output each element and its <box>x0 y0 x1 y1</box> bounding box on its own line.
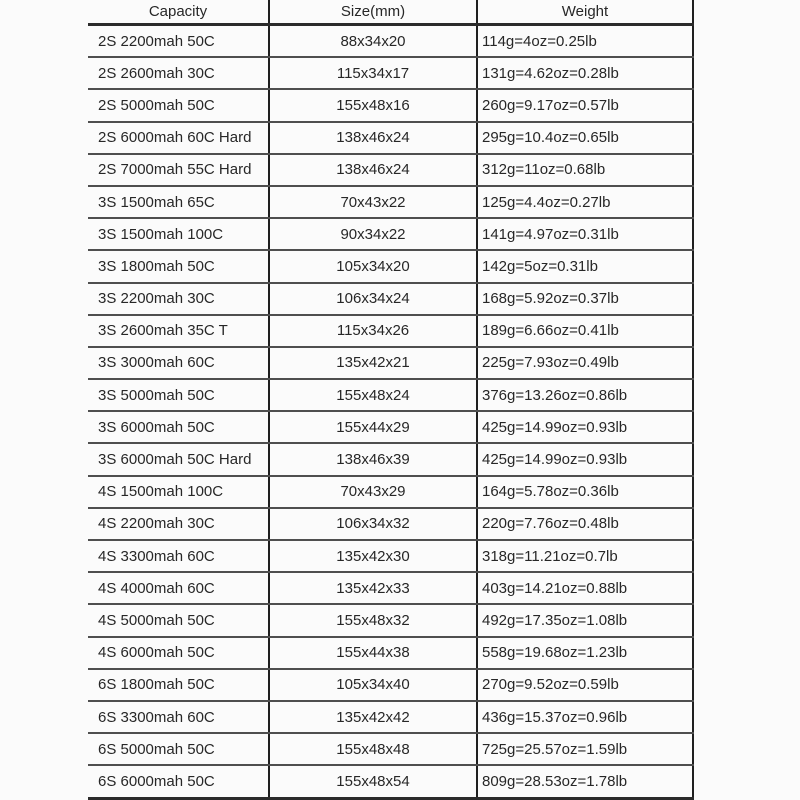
weight-cell: 142g=5oz=0.31lb <box>477 250 693 282</box>
weight-cell: 725g=25.57oz=1.59lb <box>477 733 693 765</box>
table-header <box>88 0 693 25</box>
capacity-cell: 6S 5000mah 50C <box>88 733 269 765</box>
table-row <box>88 443 693 475</box>
capacity-cell: 3S 1800mah 50C <box>88 250 269 282</box>
table-body <box>88 25 693 799</box>
table-row <box>88 347 693 379</box>
capacity-cell: 4S 6000mah 50C <box>88 637 269 669</box>
size-cell: 106x34x24 <box>269 283 477 315</box>
header-weight: Weight <box>477 0 693 25</box>
size-cell: 138x46x24 <box>269 154 477 186</box>
weight-cell: 312g=11oz=0.68lb <box>477 154 693 186</box>
capacity-cell: 2S 2600mah 30C <box>88 57 269 89</box>
capacity-cell: 2S 7000mah 55C Hard <box>88 154 269 186</box>
table-row <box>88 315 693 347</box>
weight-cell: 189g=6.66oz=0.41lb <box>477 315 693 347</box>
table-row <box>88 411 693 443</box>
capacity-cell: 3S 3000mah 60C <box>88 347 269 379</box>
weight-cell: 318g=11.21oz=0.7lb <box>477 540 693 572</box>
table-row <box>88 283 693 315</box>
capacity-cell: 3S 2600mah 35C T <box>88 315 269 347</box>
capacity-cell: 4S 4000mah 60C <box>88 572 269 604</box>
capacity-cell: 4S 3300mah 60C <box>88 540 269 572</box>
capacity-cell: 4S 5000mah 50C <box>88 604 269 636</box>
weight-cell: 164g=5.78oz=0.36lb <box>477 476 693 508</box>
weight-cell: 295g=10.4oz=0.65lb <box>477 122 693 154</box>
table-row <box>88 637 693 669</box>
capacity-cell: 4S 2200mah 30C <box>88 508 269 540</box>
table-row <box>88 476 693 508</box>
size-cell: 155x48x24 <box>269 379 477 411</box>
weight-cell: 220g=7.76oz=0.48lb <box>477 508 693 540</box>
capacity-cell: 3S 6000mah 50C Hard <box>88 443 269 475</box>
capacity-cell: 6S 3300mah 60C <box>88 701 269 733</box>
table-row <box>88 701 693 733</box>
capacity-cell: 3S 6000mah 50C <box>88 411 269 443</box>
weight-cell: 141g=4.97oz=0.31lb <box>477 218 693 250</box>
weight-cell: 131g=4.62oz=0.28lb <box>477 57 693 89</box>
table-row <box>88 186 693 218</box>
capacity-cell: 6S 1800mah 50C <box>88 669 269 701</box>
size-cell: 115x34x17 <box>269 57 477 89</box>
table-row <box>88 122 693 154</box>
table-row <box>88 540 693 572</box>
capacity-cell: 3S 5000mah 50C <box>88 379 269 411</box>
table-row <box>88 154 693 186</box>
table-row <box>88 669 693 701</box>
size-cell: 70x43x29 <box>269 476 477 508</box>
table-row <box>88 57 693 89</box>
size-cell: 155x48x16 <box>269 89 477 121</box>
table-row <box>88 250 693 282</box>
capacity-cell: 6S 6000mah 50C <box>88 765 269 798</box>
capacity-cell: 2S 5000mah 50C <box>88 89 269 121</box>
capacity-cell: 3S 1500mah 100C <box>88 218 269 250</box>
size-cell: 135x42x33 <box>269 572 477 604</box>
table-row <box>88 89 693 121</box>
size-cell: 105x34x20 <box>269 250 477 282</box>
size-cell: 115x34x26 <box>269 315 477 347</box>
weight-cell: 125g=4.4oz=0.27lb <box>477 186 693 218</box>
size-cell: 155x48x32 <box>269 604 477 636</box>
capacity-cell: 3S 1500mah 65C <box>88 186 269 218</box>
size-cell: 135x42x21 <box>269 347 477 379</box>
weight-cell: 270g=9.52oz=0.59lb <box>477 669 693 701</box>
weight-cell: 809g=28.53oz=1.78lb <box>477 765 693 798</box>
table-row <box>88 572 693 604</box>
capacity-cell: 2S 2200mah 50C <box>88 25 269 58</box>
weight-cell: 260g=9.17oz=0.57lb <box>477 89 693 121</box>
size-cell: 138x46x24 <box>269 122 477 154</box>
size-cell: 138x46x39 <box>269 443 477 475</box>
weight-cell: 168g=5.92oz=0.37lb <box>477 283 693 315</box>
size-cell: 105x34x40 <box>269 669 477 701</box>
size-cell: 155x48x54 <box>269 765 477 798</box>
size-cell: 70x43x22 <box>269 186 477 218</box>
size-cell: 106x34x32 <box>269 508 477 540</box>
table-row <box>88 379 693 411</box>
weight-cell: 425g=14.99oz=0.93lb <box>477 411 693 443</box>
battery-spec-table <box>88 0 694 800</box>
table-row <box>88 25 693 58</box>
table-row <box>88 508 693 540</box>
size-cell: 90x34x22 <box>269 218 477 250</box>
size-cell: 135x42x30 <box>269 540 477 572</box>
size-cell: 135x42x42 <box>269 701 477 733</box>
size-cell: 88x34x20 <box>269 25 477 58</box>
table-row <box>88 765 693 798</box>
weight-cell: 558g=19.68oz=1.23lb <box>477 637 693 669</box>
weight-cell: 114g=4oz=0.25lb <box>477 25 693 58</box>
size-cell: 155x44x38 <box>269 637 477 669</box>
weight-cell: 225g=7.93oz=0.49lb <box>477 347 693 379</box>
size-cell: 155x44x29 <box>269 411 477 443</box>
header-size: Size(mm) <box>269 0 477 25</box>
capacity-cell: 3S 2200mah 30C <box>88 283 269 315</box>
capacity-cell: 4S 1500mah 100C <box>88 476 269 508</box>
weight-cell: 492g=17.35oz=1.08lb <box>477 604 693 636</box>
table-row <box>88 218 693 250</box>
header-capacity: Capacity <box>88 0 269 25</box>
table-row <box>88 733 693 765</box>
table-row <box>88 604 693 636</box>
weight-cell: 376g=13.26oz=0.86lb <box>477 379 693 411</box>
weight-cell: 425g=14.99oz=0.93lb <box>477 443 693 475</box>
capacity-cell: 2S 6000mah 60C Hard <box>88 122 269 154</box>
weight-cell: 436g=15.37oz=0.96lb <box>477 701 693 733</box>
weight-cell: 403g=14.21oz=0.88lb <box>477 572 693 604</box>
size-cell: 155x48x48 <box>269 733 477 765</box>
header-row <box>88 0 693 25</box>
